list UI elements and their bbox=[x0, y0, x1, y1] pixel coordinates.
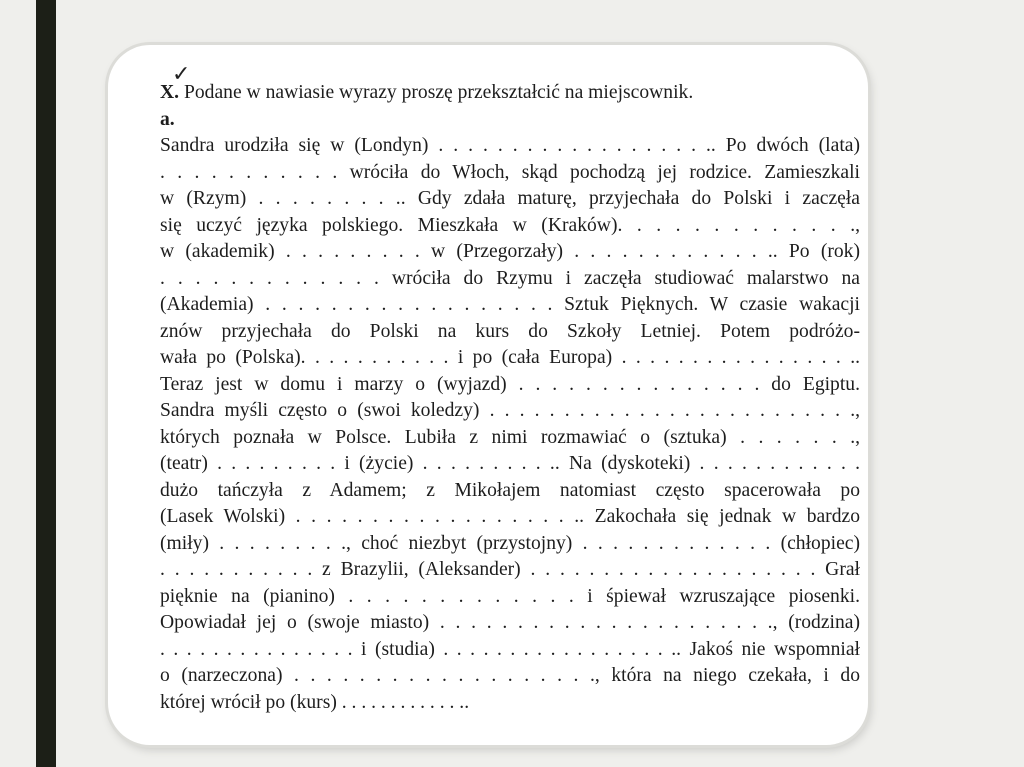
exercise-instruction: Podane w nawiasie wyrazy proszę przekształcić na miejscownik. bbox=[183, 82, 694, 103]
exercise-line: pięknie na (pianino) . . . . . . . . . . . . . i śpiewał wzruszające piosenki. bbox=[160, 585, 860, 607]
exercise-line: (teatr) . . . . . . . . . i (życie) . . . . . . . . . .. Na (dyskoteki) . . . . . . . . . . . . bbox=[160, 453, 860, 474]
exercise-line: się uczyć języka polskiego. Mieszkała w (Kraków). . . . . . . . . . . . ., bbox=[160, 214, 860, 236]
exercise-text bbox=[160, 80, 860, 716]
part-label: a. bbox=[160, 108, 175, 130]
exercise-line: Sandra myśli często o (swoi koledzy) . . . . . . . . . . . . . . . . . . . . . . . . ., bbox=[160, 400, 860, 421]
exercise-line: Teraz jest w domu i marzy o (wyjazd) . . . . . . . . . . . . . . . do Egiptu. bbox=[160, 373, 860, 395]
exercise-line: których poznała w Polsce. Lubiła z nimi rozmawiać o (sztuka) . . . . . . ., bbox=[160, 426, 860, 448]
exercise-title bbox=[160, 80, 860, 107]
exercise-line: Opowiadał jej o (swoje miasto) . . . . . . . . . . . . . . . . . . . . . ., (rodzina) bbox=[160, 612, 860, 633]
exercise-line: (miły) . . . . . . . . ., choć niezbyt (przystojny) . . . . . . . . . . . . . (chłopiec) bbox=[160, 532, 860, 554]
exercise-number: X. bbox=[160, 82, 180, 103]
exercise-line: . . . . . . . . . . . . . . . i (studia) . . . . . . . . . . . . . . . . . .. Jakoś nie wspomniał bbox=[160, 638, 860, 660]
left-accent-bar bbox=[36, 0, 56, 767]
exercise-line: wała po (Polska). . . . . . . . . . . i po (cała Europa) . . . . . . . . . . . . . . . . .. bbox=[160, 347, 860, 368]
exercise-line: (Akademia) . . . . . . . . . . . . . . . . . . Sztuk Pięknych. W czasie wakacji bbox=[160, 294, 860, 315]
exercise-line: . . . . . . . . . . . . . wróciła do Rzymu i zaczęła studiować malarstwo na bbox=[160, 267, 860, 289]
exercise-line: w (Rzym) . . . . . . . . .. Gdy zdała maturę, przyjechała do Polski i zaczęła bbox=[160, 188, 860, 209]
check-mark-icon: ✓ bbox=[172, 62, 191, 87]
exercise-body bbox=[160, 133, 860, 716]
exercise-line: . . . . . . . . . . . wróciła do Włoch, skąd pochodzą jej rodzice. Zamieszkali bbox=[160, 161, 860, 183]
exercise-line: której wrócił po (kurs) . . . . . . . . . . . . .. bbox=[160, 691, 470, 713]
exercise-line: (Lasek Wolski) . . . . . . . . . . . . . . . . . . .. Zakochała się jednak w bardzo bbox=[160, 506, 860, 527]
exercise-line: Sandra urodziła się w (Londyn) . . . . . . . . . . . . . . . . . . .. Po dwóch (lata) bbox=[160, 135, 860, 156]
exercise-line: znów przyjechała do Polski na kurs do Szkoły Letniej. Potem podróżo- bbox=[160, 320, 860, 342]
exercise-line: dużo tańczyła z Adamem; z Mikołajem natomiast często spacerowała po bbox=[160, 479, 860, 501]
exercise-line: . . . . . . . . . . . z Brazylii, (Aleksander) . . . . . . . . . . . . . . . . . . . . Grał bbox=[160, 559, 860, 580]
exercise-line: w (akademik) . . . . . . . . . w (Przegorzały) . . . . . . . . . . . . .. Po (rok) bbox=[160, 241, 860, 262]
exercise-line: o (narzeczona) . . . . . . . . . . . . . . . . . . ., która na niego czekała, i do bbox=[160, 665, 860, 686]
